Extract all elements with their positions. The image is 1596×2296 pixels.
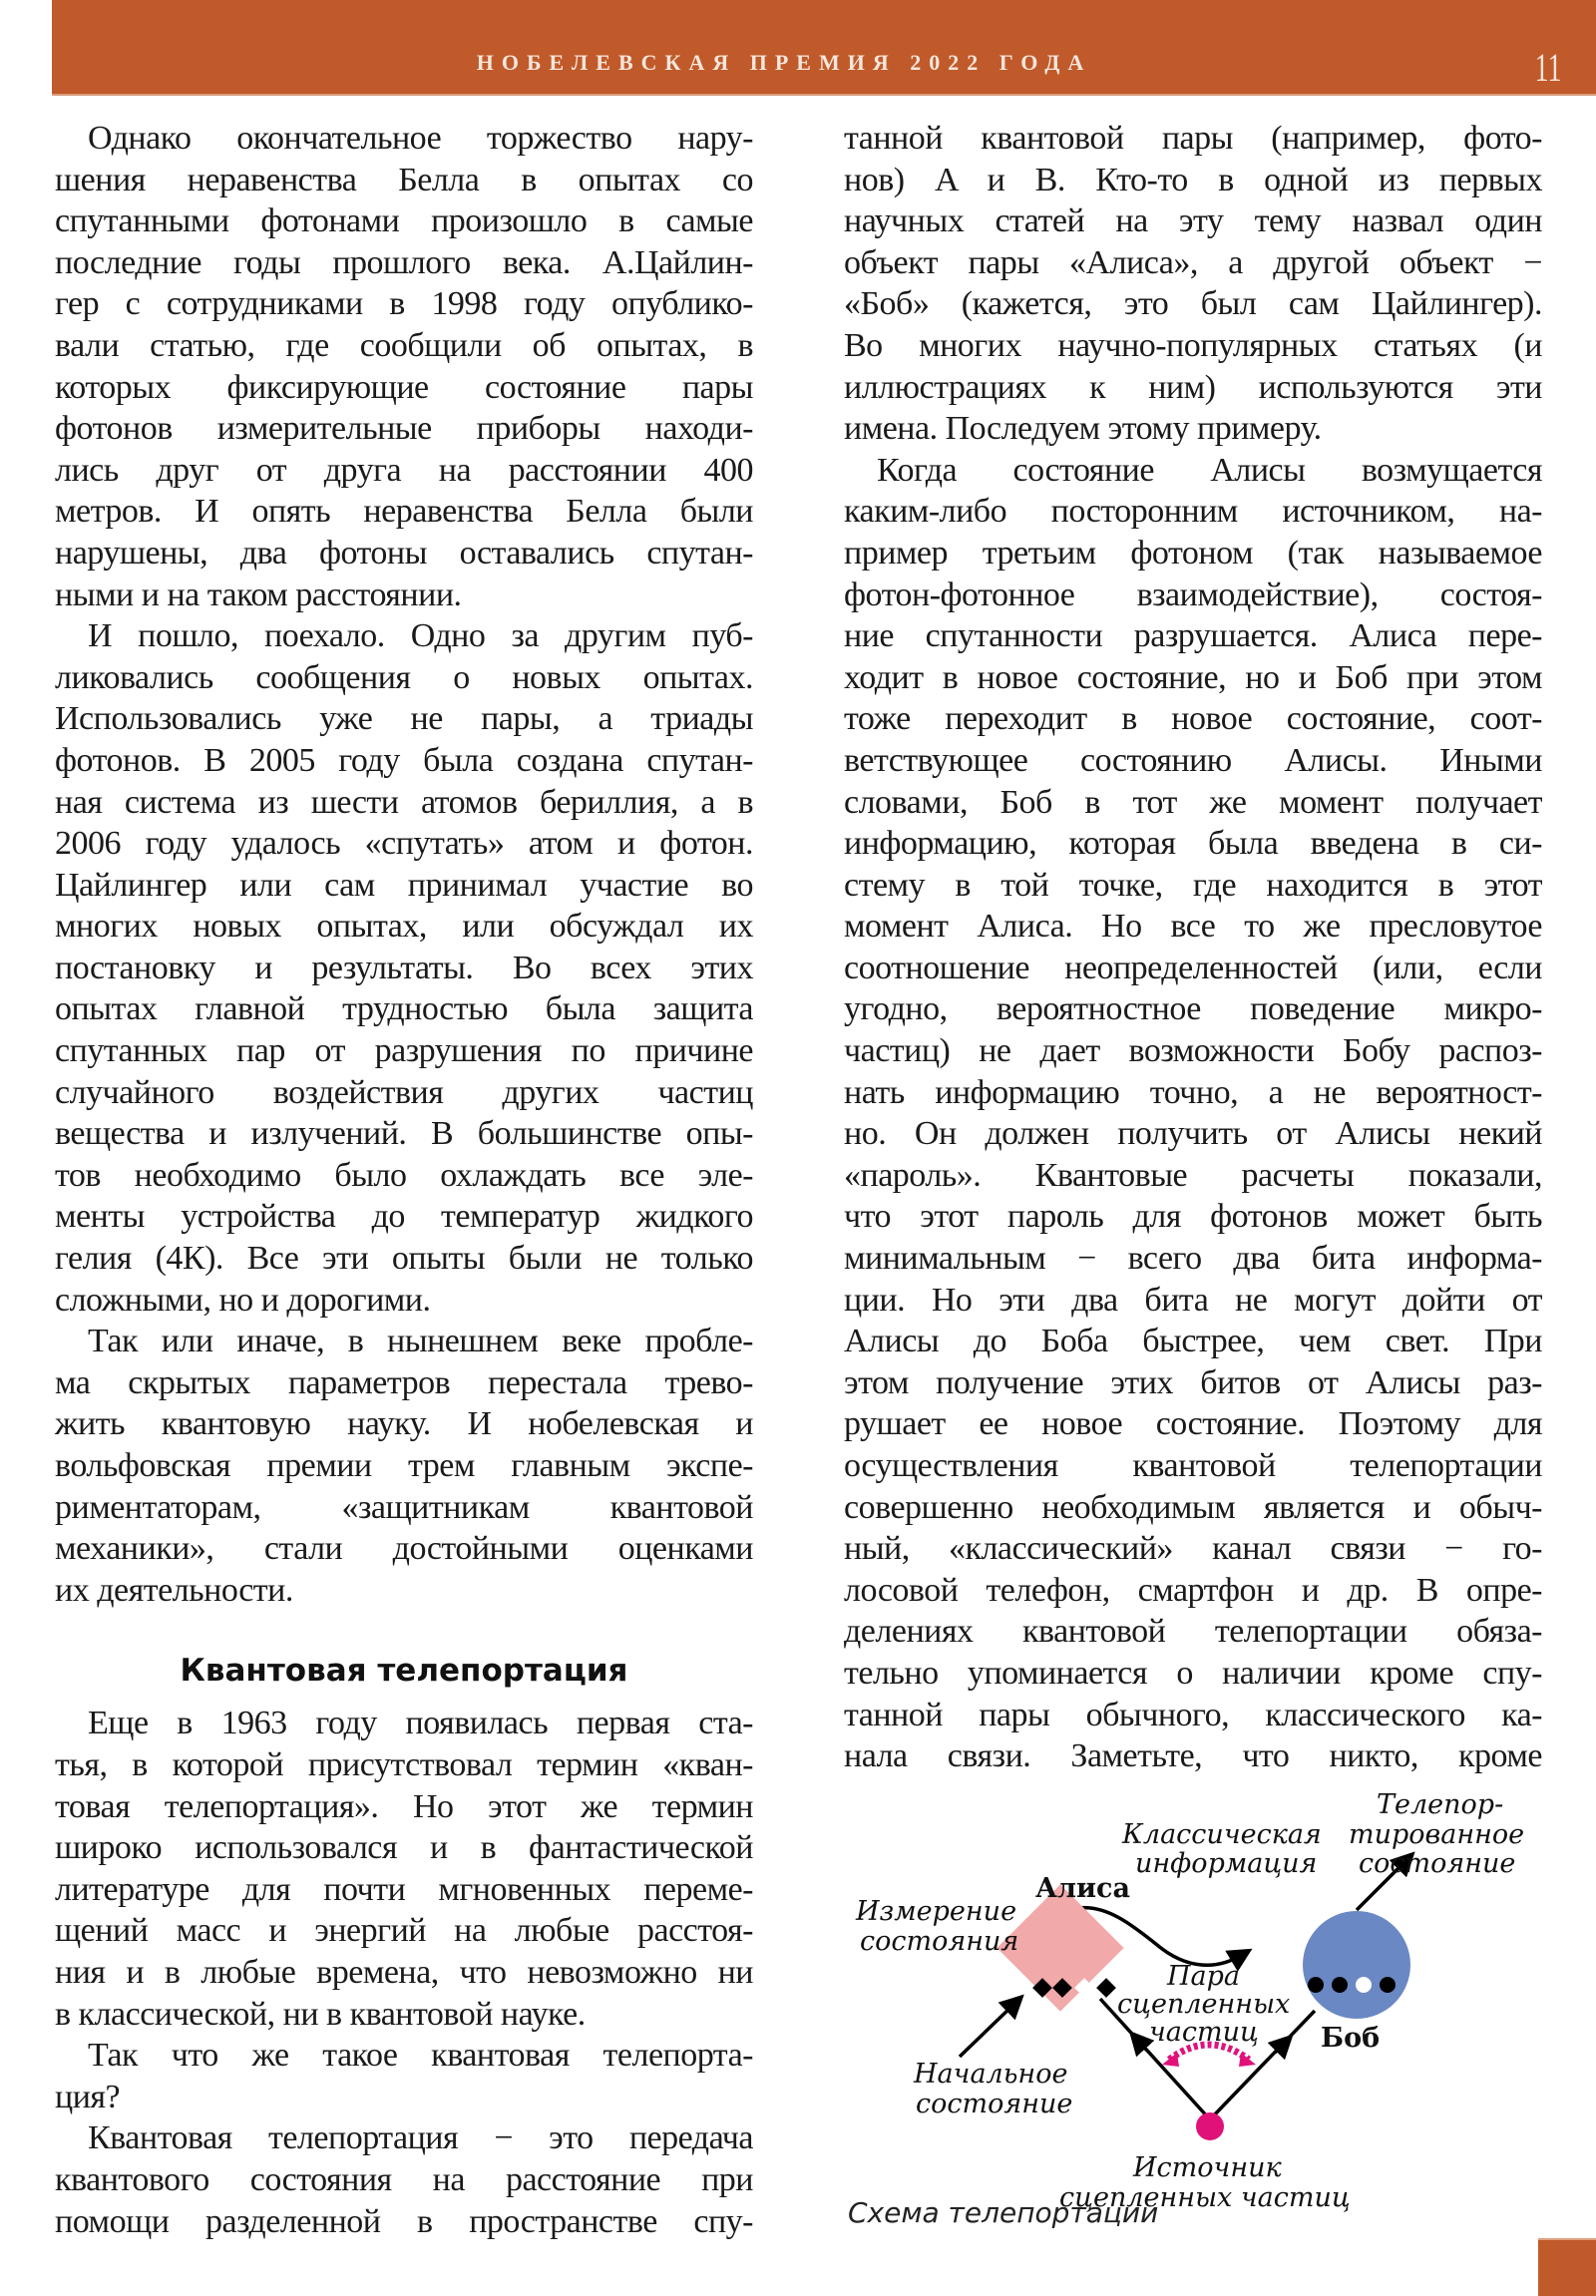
text-line: спутанными фотонами произошло в самые bbox=[55, 202, 753, 240]
teleportation-diagram bbox=[838, 1785, 1556, 2224]
text-line: квантового состояния на расстояние при bbox=[55, 2160, 753, 2198]
measurement-label-1: Измерение bbox=[856, 1896, 1017, 1927]
text-line: тельно упоминается о наличии кроме спу- bbox=[844, 1654, 1542, 1692]
text-line: менты устройства до температур жидкого bbox=[55, 1198, 753, 1236]
header-band bbox=[52, 0, 1596, 96]
figure-caption: Схема телепортации bbox=[848, 2196, 1159, 2229]
text-line: последние годы прошлого века. А.Цайлин- bbox=[55, 243, 753, 281]
text-line: опытах главной трудностью была защита bbox=[55, 990, 753, 1028]
text-line: имена. Последуем этому примеру. bbox=[844, 410, 1322, 448]
text-line: фотонов. В 2005 году была создана спутан- bbox=[55, 741, 753, 779]
running-header-title: НОБЕЛЕВСКАЯ ПРЕМИЯ 2022 ГОДА bbox=[476, 50, 1092, 75]
text-line: сложными, но и дорогими. bbox=[55, 1281, 431, 1319]
text-line: Так что же такое квантовая телепорта- bbox=[88, 2037, 753, 2075]
text-line: вольфовская премии трем главным экспе- bbox=[55, 1447, 753, 1484]
text-line: помощи разделенной в пространстве спу- bbox=[55, 2202, 753, 2240]
text-line: которых фиксирующие состояние пары bbox=[55, 368, 753, 406]
text-line: информацию, которая была введена в си- bbox=[844, 825, 1542, 863]
text-line: совершенно необходимым является и обыч- bbox=[844, 1488, 1542, 1526]
source-label-2: сцепленных частиц bbox=[1059, 2182, 1351, 2213]
text-line: Квантовая телепортация − это передача bbox=[88, 2119, 753, 2157]
text-line: жить квантовую науку. И нобелевская и bbox=[55, 1405, 753, 1443]
text-line: ветствующее состоянию Алисы. Иными bbox=[844, 741, 1542, 779]
alice-arrowhead-seg bbox=[1137, 2040, 1147, 2051]
page-number: 11 bbox=[1535, 45, 1562, 90]
pair-label-1: Пара bbox=[1167, 1961, 1241, 1992]
text-line: метров. И опять неравенства Белла были bbox=[55, 493, 753, 531]
text-line: многих новых опытах, или обсуждал их bbox=[55, 908, 753, 946]
text-line: лосовой телефон, смартфон и др. В опре- bbox=[844, 1571, 1542, 1609]
text-line: фотон-фотонное взаимодействие), состоя- bbox=[844, 575, 1542, 613]
text-line: тоже переходит в новое состояние, соот- bbox=[844, 700, 1542, 738]
text-line: нарушены, два фотоны оставались спутан- bbox=[55, 534, 753, 572]
text-line: ная система из шести атомов бериллия, а в bbox=[55, 783, 753, 821]
paragraph bbox=[55, 2117, 753, 2242]
text-line: Использовались уже не пары, а триады bbox=[55, 700, 753, 738]
text-line: широко использовался и в фантастической bbox=[55, 1829, 753, 1867]
text-line: угодно, вероятностное поведение микро- bbox=[844, 990, 1542, 1028]
measurement-label-2: состояния bbox=[860, 1926, 1019, 1957]
text-line: словами, Боб в тот же момент получает bbox=[844, 783, 1542, 821]
teleported-label-3: состояние bbox=[1359, 1848, 1516, 1879]
right-column bbox=[844, 118, 1542, 1777]
text-line: танной квантовой пары (например, фото- bbox=[844, 120, 1542, 157]
text-line: вали статью, где сообщили об опытах, в bbox=[55, 326, 753, 364]
text-line: постановку и результаты. Во всех этих bbox=[55, 949, 753, 986]
initial-state-arrow bbox=[960, 2003, 1015, 2057]
text-line: Когда состояние Алисы возмущается bbox=[877, 451, 1542, 489]
text-line: нать информацию точно, а не вероятност- bbox=[844, 1073, 1542, 1111]
paragraph bbox=[55, 1703, 753, 2035]
text-line: этом получение этих битов от Алисы раз- bbox=[844, 1363, 1542, 1401]
text-line: лись друг от друга на расстоянии 400 bbox=[55, 451, 753, 489]
bob-arrowhead-seg bbox=[1275, 2043, 1285, 2053]
text-line: Еще в 1963 году появилась первая ста- bbox=[88, 1705, 753, 1742]
text-line: шения неравенства Белла в опытах со bbox=[55, 161, 753, 198]
text-line: минимальным − всего два бита информа- bbox=[844, 1240, 1542, 1278]
text-line: соотношение неопределенностей (или, если bbox=[844, 949, 1542, 986]
text-line: танной пары обычного, классического ка- bbox=[844, 1696, 1542, 1733]
text-line: нов) A и B. Кто-то в одной из первых bbox=[844, 161, 1542, 198]
text-line: Цайлингер или сам принимал участие во bbox=[55, 866, 753, 904]
paragraph bbox=[55, 1321, 753, 1611]
text-line: «пароль». Квантовые расчеты показали, bbox=[844, 1156, 1542, 1194]
text-line: Алисы до Боба быстрее, чем свет. При bbox=[844, 1323, 1542, 1360]
text-line: Во многих научно-популярных статьях (и bbox=[844, 326, 1542, 364]
text-line: ходит в новое состояние, но и Боб при этом bbox=[844, 658, 1542, 696]
text-line: механики», стали достойными оценками bbox=[55, 1530, 753, 1568]
text-line: гелия (4К). Все эти опыты были не только bbox=[55, 1240, 753, 1278]
text-line: 2006 году удалось «спутать» атом и фотон. bbox=[55, 825, 753, 863]
text-line: в классической, ни в квантовой науке. bbox=[55, 1995, 586, 2033]
text-line: риментаторам, «защитникам квантовой bbox=[55, 1488, 753, 1526]
text-line: ными и на таком расстоянии. bbox=[55, 575, 462, 613]
text-line: иллюстрациях к ним) используются эти bbox=[844, 368, 1542, 406]
initial-state-label-2: состояние bbox=[916, 2089, 1073, 2119]
text-line: делениях квантовой телепортации обяза- bbox=[844, 1613, 1542, 1651]
text-line: ликовались сообщения о новых опытах. bbox=[55, 658, 753, 696]
text-line: их деятельности. bbox=[55, 1571, 293, 1609]
text-line: ма скрытых параметров перестала трево- bbox=[55, 1363, 753, 1401]
paragraph bbox=[844, 450, 1542, 1777]
text-line: тья, в которой присутствовал термин «кван- bbox=[55, 1745, 753, 1783]
pair-label-3: частиц bbox=[1149, 2017, 1259, 2048]
left-column bbox=[55, 118, 753, 2242]
text-line: ция? bbox=[55, 2078, 121, 2115]
classical-info-label-1: Классическая bbox=[1122, 1819, 1322, 1850]
text-line: каким-либо посторонним источником, на- bbox=[844, 493, 1542, 531]
text-line: объект пары «Алиса», а другой объект − bbox=[844, 243, 1542, 281]
corner-accent-block bbox=[1538, 2238, 1596, 2296]
text-line: ния и в любые времена, что невозможно ни bbox=[55, 1953, 753, 1991]
text-line: спутанных пар от разрушения по причине bbox=[55, 1032, 753, 1070]
text-line: гер с сотрудниками в 1998 году опублико- bbox=[55, 285, 753, 323]
text-line: нала связи. Заметьте, что никто, кроме bbox=[844, 1737, 1542, 1775]
section-heading: Квантовая телепортация bbox=[180, 1653, 628, 1690]
text-line: частиц) не дает возможности Бобу распоз- bbox=[844, 1032, 1542, 1070]
source-label-1: Источник bbox=[1133, 2152, 1282, 2183]
text-line: но. Он должен получить от Алисы некий bbox=[844, 1115, 1542, 1153]
text-line: тов необходимо было охлаждать все эле- bbox=[55, 1156, 753, 1194]
bob-label: Боб bbox=[1321, 2023, 1381, 2054]
text-line: вещества и излучений. В большинстве опы- bbox=[55, 1115, 753, 1153]
classical-info-label-2: информация bbox=[1135, 1848, 1318, 1879]
teleported-label-2: тированное bbox=[1349, 1819, 1525, 1850]
paragraph bbox=[55, 615, 753, 1321]
text-line: момент Алиса. Но все то же пресловутое bbox=[844, 908, 1542, 946]
text-line: осуществления квантовой телепортации bbox=[844, 1447, 1542, 1484]
text-line: ние спутанности разрушается. Алиса пере- bbox=[844, 617, 1542, 655]
teleported-label-1: Телепор- bbox=[1377, 1789, 1504, 1820]
pair-label-2: сцепленных bbox=[1117, 1989, 1291, 2020]
source-dot bbox=[1196, 2112, 1224, 2140]
text-line: Однако окончательное торжество нару- bbox=[88, 120, 753, 157]
text-line: ный, «классический» канал связи − го- bbox=[844, 1530, 1542, 1568]
text-line: литературе для почти мгновенных переме- bbox=[55, 1870, 753, 1908]
text-line: фотонов измерительные приборы находи- bbox=[55, 410, 753, 448]
text-line: случайного воздействия других частиц bbox=[55, 1073, 753, 1111]
text-line: рушает ее новое состояние. Поэтому для bbox=[844, 1405, 1542, 1443]
paragraph bbox=[55, 118, 753, 615]
text-line: И пошло, поехало. Одно за другим пуб- bbox=[88, 617, 753, 655]
text-line: что этот пароль для фотонов может быть bbox=[844, 1198, 1542, 1236]
alice-label: Алиса bbox=[1035, 1873, 1130, 1904]
paragraph bbox=[844, 118, 1542, 450]
initial-state-label-1: Начальное bbox=[914, 2059, 1068, 2090]
text-line: Так или иначе, в нынешнем веке пробле- bbox=[88, 1323, 753, 1360]
text-line: пример третьим фотоном (так называемое bbox=[844, 534, 1542, 572]
bob-circle bbox=[1303, 1911, 1410, 2019]
text-line: «Боб» (кажется, это был сам Цайлингер). bbox=[844, 285, 1542, 323]
text-line: щений масс и энергий на любые расстоя- bbox=[55, 1912, 753, 1950]
paragraph bbox=[55, 2035, 753, 2117]
text-line: ции. Но эти два бита не могут дойти от bbox=[844, 1281, 1542, 1319]
text-line: стему в той точке, где находится в этот bbox=[844, 866, 1542, 904]
text-line: товая телепортация». Но этот же термин bbox=[55, 1787, 753, 1825]
text-line: научных статей на эту тему назвал один bbox=[844, 202, 1542, 240]
